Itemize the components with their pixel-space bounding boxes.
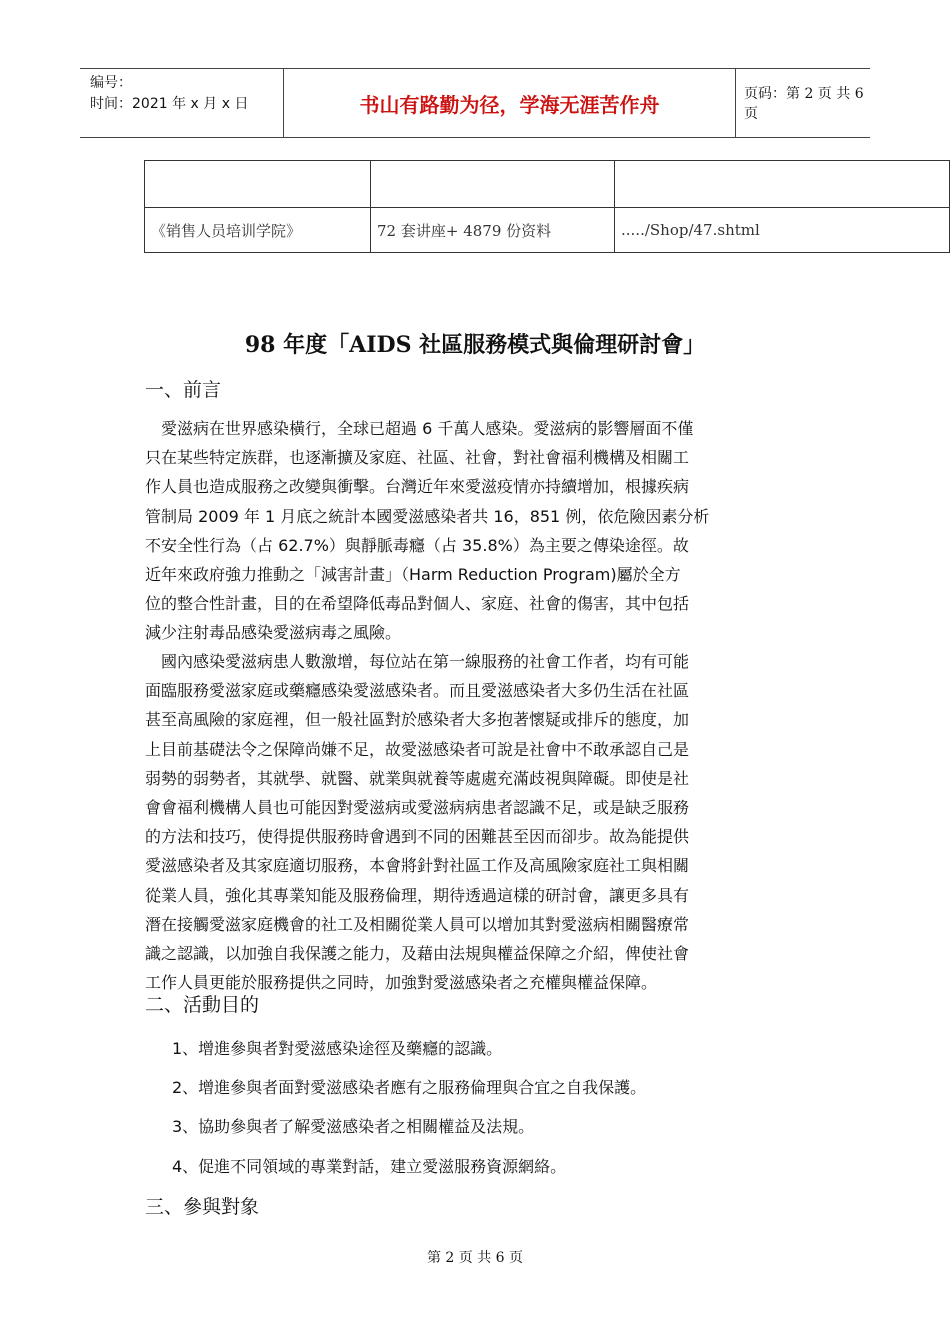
header-page-info: 页码：第 2 页 共 6 页 [744, 86, 864, 122]
text-line: 會會福利機構人員也可能因對愛滋病或愛滋病病患者認識不足，或是缺乏服務 [145, 798, 690, 818]
text-line: 面臨服務愛滋家庭或藥癮感染愛滋感染者。而且愛滋感染者大多仍生活在社區 [145, 681, 690, 701]
text-line: 國內感染愛滋病患人數激增，每位站在第一線服務的社會工作者，均有可能 [145, 652, 690, 671]
date-label: 时间：2021 年 x 月 x 日 [90, 96, 249, 112]
section-heading-participants: 三、參與對象 [145, 1196, 260, 1218]
top-table [144, 160, 950, 253]
text-line: 管制局 2009 年 1 月底之統計本國愛滋感染者共 16，851 例，依危險因素分析 [145, 506, 710, 526]
text-line: 弱勢的弱勢者，其就學、就醫、就業與就養等處處充滿歧視與障礙。即使是社 [145, 768, 690, 788]
purpose-item: 1、增進參與者對愛滋感染途徑及藥癮的認識。 [172, 1039, 503, 1058]
text-line: 近年來政府強力推動之「減害計畫」（Harm Reduction Program)屬於全方 [145, 565, 681, 585]
table-cell: 《销售人员培训学院》 [145, 208, 371, 253]
text-line: 愛滋感染者及其家庭適切服務，本會將針對社區工作及高風險家庭社工與相關 [145, 856, 690, 876]
header-motto: 书山有路勤为径，学海无涯苦作舟 [283, 69, 736, 137]
text-line: 位的整合性計畫，目的在希望降低毒品對個人、家庭、社會的傷害，其中包括 [145, 594, 690, 614]
purpose-item: 4、促進不同領域的專業對話，建立愛滋服務資源網絡。 [172, 1157, 567, 1176]
text-line: 上目前基礎法令之保障尚嫌不足，故愛滋感染者可說是社會中不敢承認自己是 [145, 739, 690, 759]
preface-paragraph-2 [145, 647, 807, 997]
table-cell [371, 161, 615, 208]
text-line: 的方法和技巧，使得提供服務時會遇到不同的困難甚至因而卻步。故為能提供 [145, 827, 690, 847]
table-cell [615, 161, 950, 208]
text-line: 愛滋病在世界感染橫行，全球已超過 6 千萬人感染。愛滋病的影響層面不僅 [145, 419, 694, 438]
text-line: 工作人員更能於服務提供之同時，加強對愛滋感染者之充權與權益保障。 [145, 973, 658, 993]
text-line: 甚至高風險的家庭裡，但一般社區對於感染者大多抱著懷疑或排斥的態度，加 [145, 710, 690, 730]
section-heading-preface: 一、前言 [145, 379, 222, 401]
purpose-item: 2、增進參與者面對愛滋感染者應有之服務倫理與合宜之自我保護。 [172, 1078, 647, 1097]
text-line: 減少注射毒品感染愛滋病毒之風險。 [145, 623, 402, 643]
page-footer: 第 2 页 共 6 页 [426, 1250, 524, 1266]
table-row [145, 161, 950, 208]
text-line: 不安全性行為（占 62.7%）與靜脈毒癮（占 35.8%）為主要之傳染途徑。故 [145, 535, 689, 555]
text-line: 只在某些特定族群，也逐漸擴及家庭、社區、社會，對社會福利機構及相關工 [145, 448, 690, 468]
text-line: 識之認識，以加強自我保護之能力，及藉由法規與權益保障之介紹，俾使社會 [145, 944, 690, 964]
text-line: 潛在接觸愛滋家庭機會的社工及相關從業人員可以增加其對愛滋病相關醫療常 [145, 914, 690, 934]
table-cell [145, 161, 371, 208]
text-line: 從業人員，強化其專業知能及服務倫理，期待透過這樣的研討會，讓更多具有 [145, 885, 690, 905]
header-meta [80, 69, 283, 137]
table-row [145, 208, 950, 253]
document-title: 98 年度「AIDS 社區服務模式與倫理研討會」 [244, 332, 706, 358]
table-cell: 72 套讲座+ 4879 份资料 [371, 208, 615, 253]
table-cell: ...../Shop/47.shtml [615, 208, 950, 253]
text-line: 作人員也造成服務之改變與衝擊。台灣近年來愛滋疫情亦持續增加，根據疾病 [145, 477, 690, 497]
section-heading-purpose: 二、活動目的 [145, 994, 260, 1016]
purpose-item: 3、協助參與者了解愛滋感染者之相關權益及法規。 [172, 1117, 535, 1136]
preface-paragraph-1 [145, 414, 807, 648]
number-label: 编号： [90, 75, 132, 91]
page-header [80, 68, 870, 138]
